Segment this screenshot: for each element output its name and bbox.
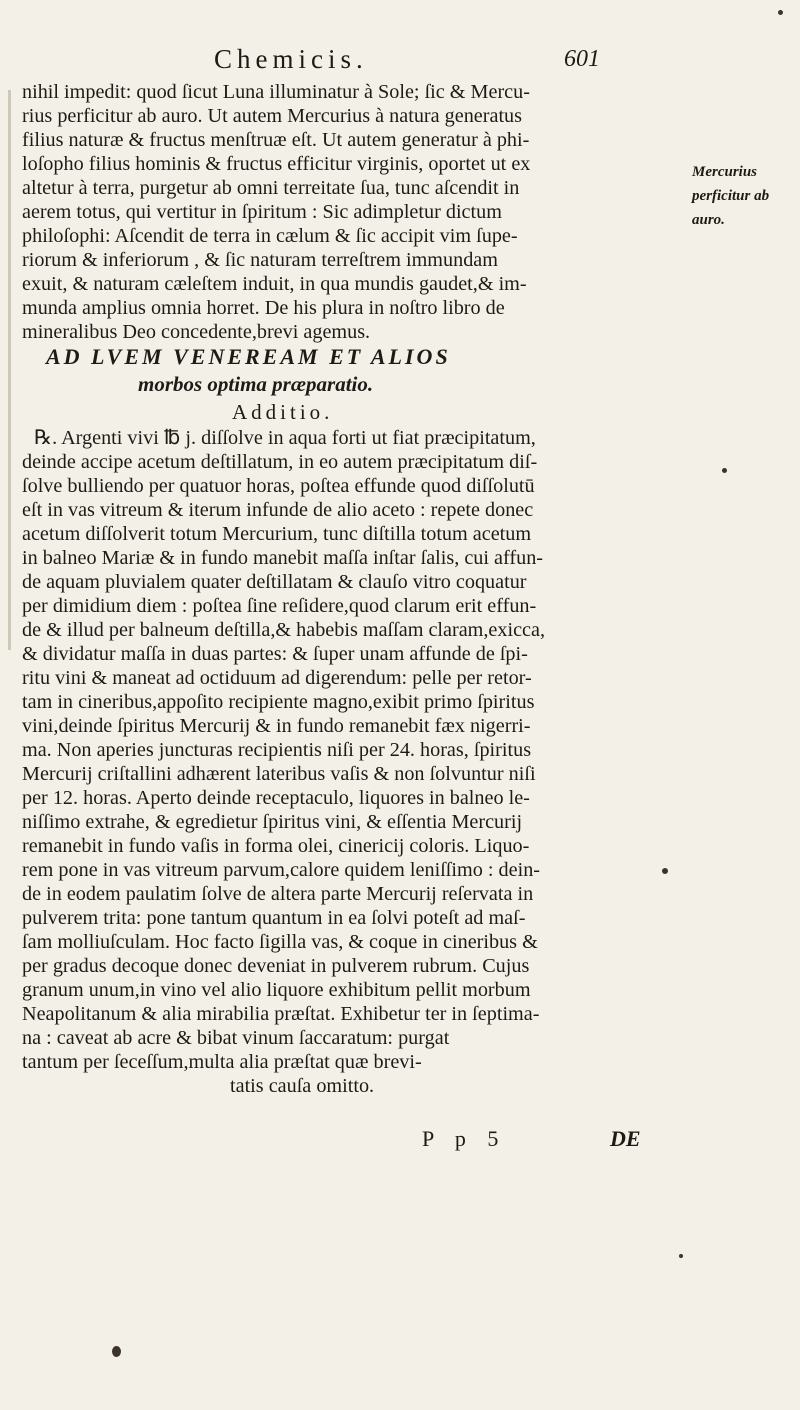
additio-heading: Additio. xyxy=(232,400,334,424)
text-line: philoſophi: Aſcendit de terra in cælum & ſic accipit vim ſupe- xyxy=(22,225,518,247)
text-line: loſopho filius hominis & fructus efficitur virginis, oportet ut ex xyxy=(22,153,531,175)
text-line: Mercurij criſtallini adhærent lateribus vaſis & non ſolvuntur niſi xyxy=(22,763,536,785)
text-line: granum unum,in vino vel alio liquore exhibitum pellit morbum xyxy=(22,979,531,1001)
text-line: ſam molliuſculam. Hoc facto ſigilla vas, & coque in cineribus & xyxy=(22,931,538,953)
section-subheading: morbos optima præparatio. xyxy=(138,372,374,396)
text-line: vini,deinde ſpiritus Mercurij & in fundo remanebit fæx nigerri- xyxy=(22,715,531,737)
signature-mark: P p 5 xyxy=(422,1126,507,1151)
text-line: remanebit in fundo vaſis in forma olei, cinericij coloris. Liquo- xyxy=(22,835,530,857)
text-line: per gradus decoque donec deveniat in pulverem rubrum. Cujus xyxy=(22,955,530,977)
text-line: ſolve bulliendo per quatuor horas, poſtea effunde quod diſſolutū xyxy=(22,475,535,497)
text-line: altetur à terra, purgetur ab omni terreitate ſua, tunc aſcendit in xyxy=(22,177,520,199)
text-line: riorum & inferiorum , & ſic naturam terreſtrem immundam xyxy=(22,249,498,271)
text-line: nihil impedit: quod ſicut Luna illuminatur à Sole; ſic & Mercu- xyxy=(22,81,530,103)
section-heading: AD LVEM VENEREAM ET ALIOS xyxy=(46,344,451,369)
margin-note-line: Mercurius xyxy=(692,164,758,180)
text-line: per 12. horas. Aperto deinde receptaculo, liquores in balneo le- xyxy=(22,787,530,809)
text-line: rem pone in vas vitreum parvum,calore quidem leniſſimo : dein- xyxy=(22,859,541,881)
text-line: ma. Non aperies juncturas recipientis niſi per 24. horas, ſpiritus xyxy=(22,739,532,761)
page-number: 601 xyxy=(564,46,600,72)
text-line: Neapolitanum & alia mirabilia præſtat. Exhibetur ter in ſeptima- xyxy=(22,1003,540,1025)
text-line: & dividatur maſſa in duas partes: & ſuper unam affunde de ſpi- xyxy=(22,643,528,665)
text-line: tantum per ſeceſſum,multa alia præſtat quæ brevi- xyxy=(22,1051,422,1073)
text-line: ℞. Argenti vivi ℔ j. diſſolve in aqua forti ut fiat præcipitatum, xyxy=(34,427,536,449)
margin-note-line: auro. xyxy=(692,212,725,228)
text-line: de & illud per balneum deſtilla,& habebis maſſam claram,exicca, xyxy=(22,619,546,641)
text-line: eſt in vas vitreum & iterum infunde de alio aceto : repete donec xyxy=(22,499,534,521)
text-line: acetum diſſolverit totum Mercurium, tunc diſtilla totum acetum xyxy=(22,523,532,545)
catchword: DE xyxy=(610,1126,641,1151)
text-line: munda amplius omnia horret. De his plura in noſtro libro de xyxy=(22,297,505,319)
text-line: tam in cineribus,appoſito recipiente magno,exibit primo ſpiritus xyxy=(22,691,535,713)
text-line: niſſimo extrahe, & egredietur ſpiritus vini, & eſſentia Mercurij xyxy=(22,811,523,833)
text-line: deinde accipe acetum deſtillatum, in eo autem præcipitatum diſ- xyxy=(22,451,538,473)
ink-speck xyxy=(112,1346,121,1357)
margin-note-line: perficitur ab xyxy=(692,188,770,204)
ink-speck xyxy=(778,10,783,15)
running-title: Chemicis. xyxy=(214,44,368,74)
binding-shadow xyxy=(8,90,11,650)
running-head xyxy=(0,44,800,84)
text-line: pulverem trita: pone tantum quantum in ea ſolvi poteſt ad maſ- xyxy=(22,907,526,929)
ink-speck xyxy=(679,1254,683,1258)
text-line: aerem totus, qui vertitur in ſpiritum : Sic adimpletur dictum xyxy=(22,201,502,223)
text-line: per dimidium diem : poſtea ſine reſidere,quod clarum erit effun- xyxy=(22,595,537,617)
text-line: in balneo Mariæ & in fundo manebit maſſa inſtar ſalis, cui affun- xyxy=(22,547,544,569)
text-line: de in eodem paulatim ſolve de altera parte Mercurij reſervata in xyxy=(22,883,534,905)
text-line: rius perficitur ab auro. Ut autem Mercurius à natura generatus xyxy=(22,105,523,127)
text-line: mineralibus Deo concedente,brevi agemus. xyxy=(22,321,371,343)
text-line: ritu vini & maneat ad octiduum ad digerendum: pelle per retor- xyxy=(22,667,532,689)
ink-speck xyxy=(662,868,668,874)
text-line: exuit, & naturam cæleſtem induit, in qua mundis gaudet,& im- xyxy=(22,273,527,295)
text-line: filius naturæ & fructus menſtruæ eſt. Ut autem generatur à phi- xyxy=(22,129,530,151)
ink-speck xyxy=(722,468,727,473)
text-line: na : caveat ab acre & bibat vinum ſaccaratum: purgat xyxy=(22,1027,450,1049)
text-line: de aquam pluvialem quater deſtillatam & clauſo vitro coquatur xyxy=(22,571,527,593)
text-line: tatis cauſa omitto. xyxy=(230,1075,375,1097)
